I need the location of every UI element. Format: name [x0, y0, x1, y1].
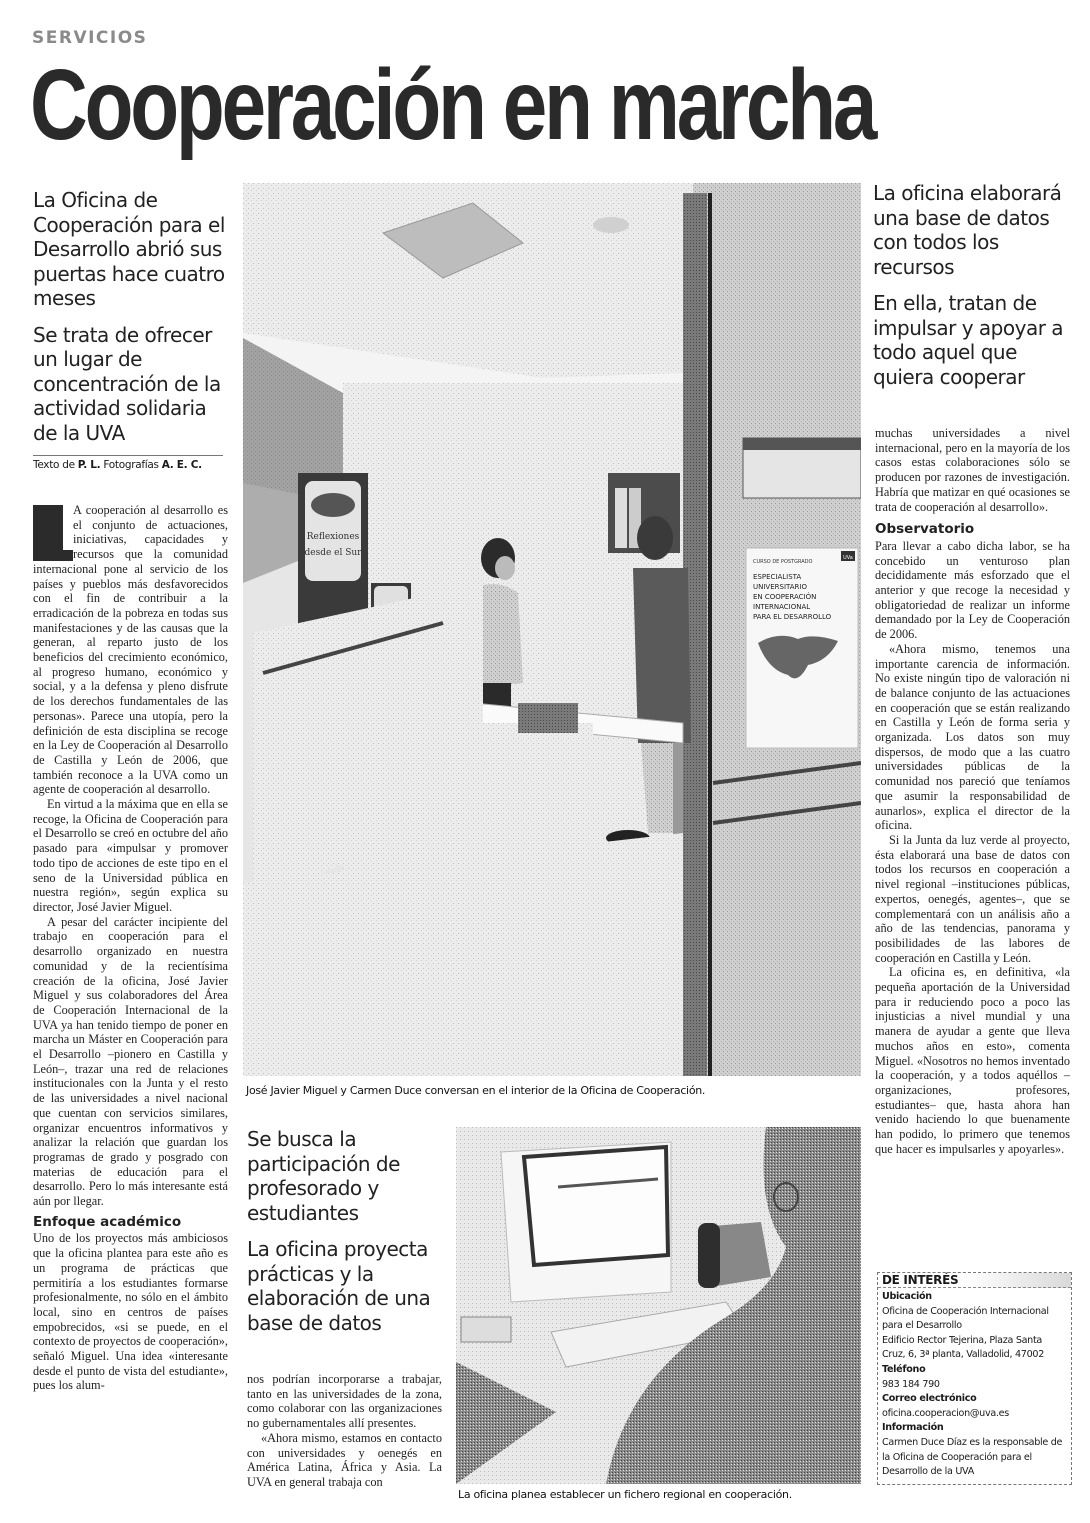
- info-box-title: DE INTERÉS: [878, 1273, 1071, 1288]
- article-column-right: [875, 426, 1070, 1156]
- deck-left: [33, 188, 233, 457]
- paragraph: A pesar del carácter incipiente del trabajo en cooperación para el desarrollo organizado en nuestra comunidad y de la recientísima creación de la oficina, José Javier Miguel y sus colaboradores del Área de Cooperación Internacional de la UVA ya han tenido tiempo de poner en marcha un Máster en Cooperación para el Desarrollo –pionero en Castilla y León–, trazar una red de relaciones institucionales con la Junta y el resto de las universidades a nivel nacional que cuentan con servicios similares, organizar encuentros informativos y analizar la relación que guardan los programas de grado y posgrado con materias de educación para el desarrollo. Pero lo más interesante está aún por llegar.: [33, 914, 228, 1209]
- byline-photo-label: Fotografías: [103, 459, 159, 471]
- paragraph: «Ahora mismo, estamos en contacto con universidades y oenegés en América Latina, África y Asia. La UVA en general trabaja con: [247, 1430, 442, 1489]
- info-line: Desarrollo de la UVA: [882, 1466, 974, 1478]
- course-poster-title-2: UNIVERSITARIO: [753, 583, 807, 591]
- info-line: Carmen Duce Díaz es la responsable de: [882, 1436, 1063, 1448]
- headline: Cooperación en marcha: [30, 49, 875, 161]
- paragraph: La oficina es, en definitiva, «la pequeña aportación de la Universidad para ir reduciendo poco a poco las injusticias a nivel mundial y una manera de ayudar a gente que lleva muchos años en esto», comenta Miguel. «Nosotros no hemos inventado la cooperación, y a todos aquéllos –organizaciones, profesores, estudiantes– que, hasta ahora han venido haciendo lo que buenamente han podido, lo primero que tenemos que hacer es impulsarles y apoyarles».: [875, 965, 1070, 1156]
- paragraph: En virtud a la máxima que en ella se recoge, la Oficina de Cooperación para el Desarrollo se creó en octubre del año pasado para «impulsar y promover todo tipo de acciones de este tipo en el seno de la Universidad pública en nuestra región», según explica su director, José Javier Miguel.: [33, 797, 228, 914]
- deck-subtitle: La oficina proyecta prácticas y la elaboración de una base de datos: [247, 1237, 431, 1335]
- paragraph: Si la Junta da luz verde al proyecto, ésta elaborará una base de datos con todos los recursos en cooperación a nivel regional –instituciones públicas, expertos, oenegés, agentes–, que se complementará con un análisis año a año de las tendencias, panorama y posibilidades de las labores de cooperación en Castilla y León.: [875, 832, 1070, 965]
- location-line: Edificio Rector Tejerina, Plaza Santa: [882, 1334, 1043, 1346]
- dropcap: [33, 505, 63, 561]
- byline-text-label: Texto de: [33, 459, 75, 471]
- info-label: Información: [882, 1422, 944, 1434]
- location-line: Oficina de Cooperación Internacional: [882, 1305, 1049, 1317]
- email-address[interactable]: oficina.cooperacion@uva.es: [882, 1407, 1009, 1419]
- paragraph: «Ahora mismo, tenemos una importante carencia de información. No existe ningún tipo de valoración ni de balance conjunto de las actuaciones en cooperación que se están realizando en Castilla y León de forma seria y organizada. Los datos son muy dispersos, de modo que a las cuatro universidades públicas de la comunidad nos pareció que teníamos que asumir la responsabilidad de aunarlos», explica el director de la oficina.: [875, 641, 1070, 833]
- main-photo-caption: José Javier Miguel y Carmen Duce conversan en el interior de la Oficina de Cooperación.: [246, 1084, 706, 1097]
- computer-photo-caption: La oficina planea establecer un fichero regional en cooperación.: [458, 1488, 792, 1501]
- info-line: la Oficina de Cooperación para el: [882, 1451, 1032, 1463]
- paragraph: nos podrían incorporarse a trabajar, tanto en las universidades de la zona, como colaborar con las organizaciones no gubernamentales allí presentes.: [247, 1372, 442, 1431]
- course-poster-label: CURSO DE POSTGRADO: [753, 559, 813, 565]
- course-poster-title-4: INTERNACIONAL: [753, 603, 811, 611]
- section-label: SERVICIOS: [32, 28, 148, 48]
- deck-subtitle: La Oficina de Cooperación para el Desarrollo abrió sus puertas hace cuatro meses: [33, 188, 225, 310]
- email-label: Correo electrónico: [882, 1393, 977, 1405]
- office-photo-illustration: [243, 183, 861, 1076]
- subheading: Observatorio: [875, 521, 975, 538]
- course-poster-title-3: EN COOPERACIÓN: [753, 593, 817, 601]
- deck-subtitle: Se trata de ofrecer un lugar de concentración de la actividad solidaria de la UVA: [33, 322, 221, 445]
- uva-logo: UVa: [843, 555, 853, 561]
- course-poster-title-1: ESPECIALISTA: [753, 573, 802, 581]
- deck-subtitle: Se busca la participación de profesorado y estudiantes: [247, 1127, 400, 1225]
- phone-number[interactable]: 983 184 790: [882, 1378, 940, 1390]
- phone-label: Teléfono: [882, 1363, 926, 1375]
- article-column-1: [33, 503, 228, 1393]
- article-column-mid: [247, 1372, 442, 1490]
- deck-subtitle: La oficina elaborará una base de datos con todos los recursos: [873, 181, 1062, 279]
- location-line: para el Desarrollo: [882, 1320, 962, 1332]
- paragraph: Para llevar a cabo dicha labor, se ha concebido un venturoso plan decididamente más esforzado que el anterior y que recoge la necesidad y obligatoriedad de realizar un informe demandado por la Ley de Cooperación de 2006.: [875, 538, 1070, 642]
- headline-wrapper: [30, 50, 950, 160]
- paragraph: Uno de los proyectos más ambiciosos que la oficina plantea para este año es un programa de prácticas que permitiría a los estudiantes formarse profesionalmente, no sólo en el ámbito local, sino en centros de países empobrecidos, «si se puede, en el contexto de proyectos de cooperación», señaló Miguel. Una idea «interesante desde el punto de vista del estudiante», pues los alum-: [33, 1231, 228, 1393]
- deck-subtitle: En ella, tratan de impulsar y apoyar a todo aquel que quiera cooperar: [873, 291, 1064, 389]
- byline-text-author: P. L.: [77, 459, 101, 471]
- byline: [33, 455, 223, 471]
- poster-title-line1: Reflexiones: [306, 532, 360, 542]
- main-photo-office: [243, 183, 861, 1076]
- byline-photo-author: A. E. C.: [161, 459, 202, 471]
- course-poster-title-5: PARA EL DESARROLLO: [753, 613, 832, 621]
- info-box-de-interes: [877, 1272, 1072, 1485]
- lead-paragraph: A cooperación al desarrollo es el conjunto de actuaciones, iniciativas, capacidades y recursos que la comunidad internacional pone al servicio de los países y pueblos más desfavorecidos con el fin de contribuir a la erradicación de la pobreza en todas sus manifestaciones y de las causas que la generan, al reparto justo de los beneficios del crecimiento económico, al progreso humano, económico y social, y a la defensa y pleno disfrute de los derechos fundamentales de las personas». Parece una utopía, pero la definición de esta disciplina se recoge en la Ley de Cooperación al Desarrollo de Castilla y León de 2006, que también reconoce a la UVA como un agente de cooperación al desarrollo.: [33, 503, 228, 797]
- paragraph: muchas universidades a nivel internacional, pero en la mayoría de los casos estas colaboraciones sólo se producen por razones de investigación. Habría que matizar en qué ocasiones se trata de cooperación al desarrollo».: [875, 426, 1070, 514]
- location-label: Ubicación: [882, 1291, 932, 1302]
- computer-photo: [456, 1127, 861, 1484]
- location-line: Cruz, 6, 3ª planta, Valladolid, 47002: [882, 1349, 1044, 1361]
- computer-photo-illustration: [456, 1127, 861, 1484]
- poster-title-line2: desde el Sur: [304, 548, 362, 558]
- deck-mid: [247, 1127, 447, 1347]
- subheading: Enfoque académico: [33, 1213, 182, 1230]
- deck-right: [873, 181, 1078, 401]
